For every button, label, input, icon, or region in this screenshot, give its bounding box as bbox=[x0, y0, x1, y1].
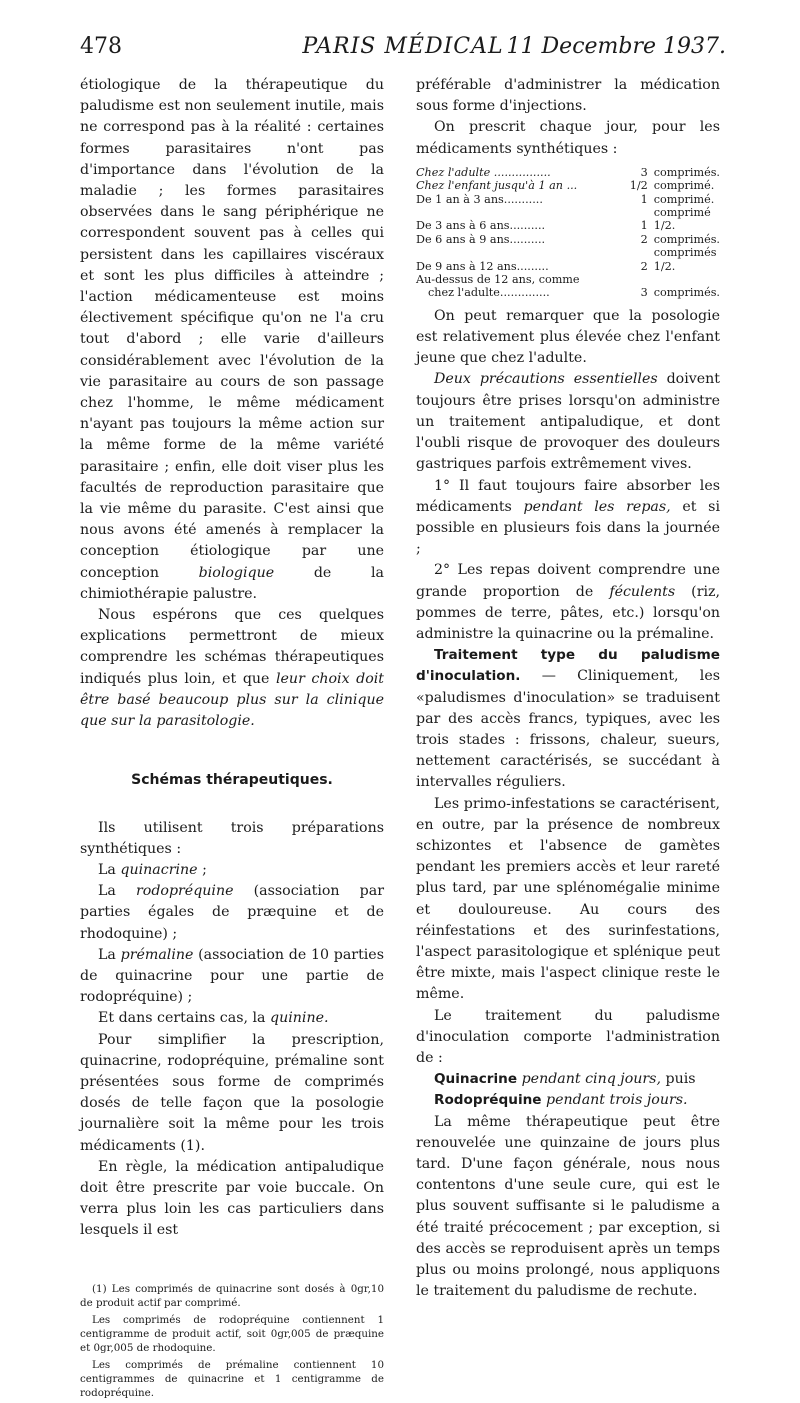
paragraph: préférable d'administrer la médication sous forme d'injections. bbox=[416, 77, 720, 115]
dose-quantity: 1/2 bbox=[629, 179, 648, 193]
dose-quantity: 1 bbox=[640, 192, 648, 206]
footnote: Les comprimés de rodopréquine contiennent 1 centigramme de produit actif, soit 0gr,005 de præquine et 0gr,005 de rhodoquine. bbox=[80, 1313, 384, 1354]
dose-unit: comprimés. bbox=[653, 286, 720, 300]
list-item: La prémaline (association de 10 parties de quinacrine pour une partie de rodopréquine) ; bbox=[80, 946, 384, 1006]
age-label: De 9 ans à 12 ans......... bbox=[416, 259, 549, 273]
prescription-line: Rodopréquine pendant trois jours. bbox=[434, 1092, 688, 1109]
dosage-row bbox=[416, 233, 720, 246]
age-label: Chez l'enfant jusqu'à 1 an ... bbox=[416, 179, 578, 193]
paragraph: Le traitement du paludisme d'inoculation comporte l'administration de : bbox=[416, 1007, 720, 1066]
paragraph: étiologique de la thérapeutique du paludisme est non seulement inutile, mais ne correspond pas à la réalité : certaines formes parasitaires n'ont pas d'importance dans l'évolution de la maladie ; les formes parasitaires observées dans le sang périphérique ne correspondent souvent pas à celles qui persistent dans les capillaires viscéraux et sont les plus difficiles à atteindre ; l'action médicamenteuse est moins électivement spécifique qu'on ne l'a cru tout d'abord ; elle varie d'ailleurs considérablement avec l'évolution de la vie parasitaire au cours de son passage chez l'homme, le même médicament n'ayant pas toujours la même action sur la même forme de la même variété parasitaire ; enfin, elle doit viser plus les facultés de reproduction parasitaire que la vie même du parasite. C'est ainsi que nous avons été amenés à remplacer la conception étiologique par une conception biologique de la chimiothérapie palustre. bbox=[80, 77, 384, 602]
dose-quantity bbox=[620, 273, 653, 286]
paragraph: 1° Il faut toujours faire absorber les médicaments pendant les repas, et si possible en plusieurs fois dans la journée ; bbox=[416, 477, 720, 558]
dose-unit: comprimés. bbox=[653, 165, 720, 179]
paragraph: La même thérapeutique peut être renouvelée une quinzaine de jours plus tard. D'une façon générale, nous nous contentons d'une seule cure, qui est le plus souvent suffisante si le paludisme a été traité précocement ; par exception, si des accès se reproduisent après un temps plus ou moins prolongé, nous appliquons le traitement du paludisme de rechute. bbox=[416, 1113, 720, 1300]
page-number: 478 bbox=[80, 34, 122, 59]
dose-unit: comprimés. bbox=[653, 232, 720, 246]
page-header bbox=[80, 34, 726, 64]
dosage-table bbox=[416, 166, 720, 300]
paragraph: Nous espérons que ces quelques explications permettront de mieux comprendre les schémas thérapeutiques indiqués plus loin, et que leur choix doit être basé beaucoup plus sur la clinique que sur la parasitologie. bbox=[80, 607, 384, 730]
journal-title: PARIS MÉDICAL bbox=[302, 34, 504, 59]
dose-unit bbox=[654, 273, 720, 286]
paragraph: On peut remarquer que la posologie est relativement plus élevée chez l'enfant jeune que chez l'adulte. bbox=[416, 307, 720, 367]
subsection-heading: Traitement type du paludisme d'inoculation. bbox=[416, 647, 720, 685]
section-heading: Schémas thérapeutiques. bbox=[131, 772, 333, 789]
dosage-row bbox=[416, 179, 720, 192]
age-label: De 1 an à 3 ans........... bbox=[416, 192, 543, 206]
dosage-row bbox=[416, 206, 720, 233]
dosage-row bbox=[416, 246, 720, 273]
list-item: Et dans certains cas, la quinine. bbox=[98, 1010, 329, 1027]
footnote: Les comprimés de prémaline contiennent 10 centigrammes de quinacrine et 1 centigramme de rodopréquine. bbox=[80, 1358, 384, 1399]
preparation-list bbox=[80, 818, 384, 1030]
dosage-row bbox=[416, 166, 720, 179]
paragraph: Les primo-infestations se caractérisent, en outre, par la présence de nombreux schizontes et l'absence de gamètes pendant les premiers accès et leur rareté plus tard, par une splénomégalie minime et douloureuse. Au cours des réinfestations et des surinfestations, l'aspect parasitologique et splénique peut être mixte, mais l'aspect clinique reste le même. bbox=[416, 795, 720, 1003]
issue-date: 11 Decembre 1937. bbox=[506, 34, 726, 59]
age-label: Chez l'adulte ................ bbox=[416, 165, 551, 179]
dose-quantity: 3 bbox=[640, 165, 648, 179]
dose-unit: comprimé. bbox=[653, 179, 715, 193]
right-column bbox=[416, 75, 720, 1302]
dose-quantity: 2 bbox=[640, 232, 648, 246]
dose-unit: comprimé. bbox=[653, 192, 715, 206]
prescription-line: Quinacrine pendant cinq jours, puis bbox=[434, 1071, 696, 1088]
left-column bbox=[80, 75, 384, 1403]
age-label: De 6 ans à 9 ans.......... bbox=[416, 232, 546, 246]
dosage-row bbox=[416, 193, 720, 206]
list-item: La quinacrine ; bbox=[98, 861, 207, 878]
dose-unit: comprimés 1/2. bbox=[653, 246, 717, 273]
paragraph: 2° Les repas doivent comprendre une grande proportion de féculents (riz, pommes de terre, pâtes, etc.) lorsqu'on administre la quinacrine ou la prémaline. bbox=[416, 562, 721, 642]
subsection-paragraph: Traitement type du paludisme d'inoculation. — Cliniquement, les «paludismes d'inoculation» se traduisent par des accès francs, typiques, avec les trois stades : frissons, chaleur, sueurs, nettement caractérisés, se succédant à intervalles réguliers. bbox=[416, 647, 720, 791]
paragraph: Deux précautions essentielles doivent toujours être prises lorsqu'on administre un traitement antipaludique, et dont l'oubli risque de provoquer des douleurs gastriques parfois extrêmement vives. bbox=[416, 371, 721, 473]
paragraph: Pour simplifier la prescription, quinacrine, rodopréquine, prémaline sont présentées sous forme de comprimés dosés de telle façon que la posologie journalière soit la même pour les trois médicaments (1). bbox=[80, 1031, 384, 1154]
footnotes bbox=[80, 1282, 384, 1400]
paragraph: En règle, la médication antipaludique doit être prescrite par voie buccale. On verra plus loin les cas particuliers dans lesquels il est bbox=[80, 1158, 384, 1239]
age-label: De 3 ans à 6 ans.......... bbox=[416, 219, 546, 233]
dose-unit: comprimé 1/2. bbox=[653, 206, 711, 233]
age-label: chez l'adulte.............. bbox=[428, 286, 550, 300]
age-label: Au-dessus de 12 ans, comme bbox=[416, 273, 580, 287]
list-item: La rodopréquine (association par parties égales de præquine et de rhodoquine) ; bbox=[80, 883, 384, 942]
paragraph: On prescrit chaque jour, pour les médicaments synthétiques : bbox=[416, 119, 720, 157]
dosage-row bbox=[416, 286, 720, 299]
dosage-row bbox=[416, 273, 720, 286]
dose-quantity: 3 bbox=[640, 286, 648, 300]
footnote: (1) Les comprimés de quinacrine sont dosés à 0gr,10 de produit actif par comprimé. bbox=[80, 1282, 384, 1309]
dose-quantity: 1 bbox=[640, 219, 648, 233]
list-item: Ils utilisent trois préparations synthétiques : bbox=[80, 819, 384, 857]
dose-quantity: 2 bbox=[640, 259, 648, 273]
